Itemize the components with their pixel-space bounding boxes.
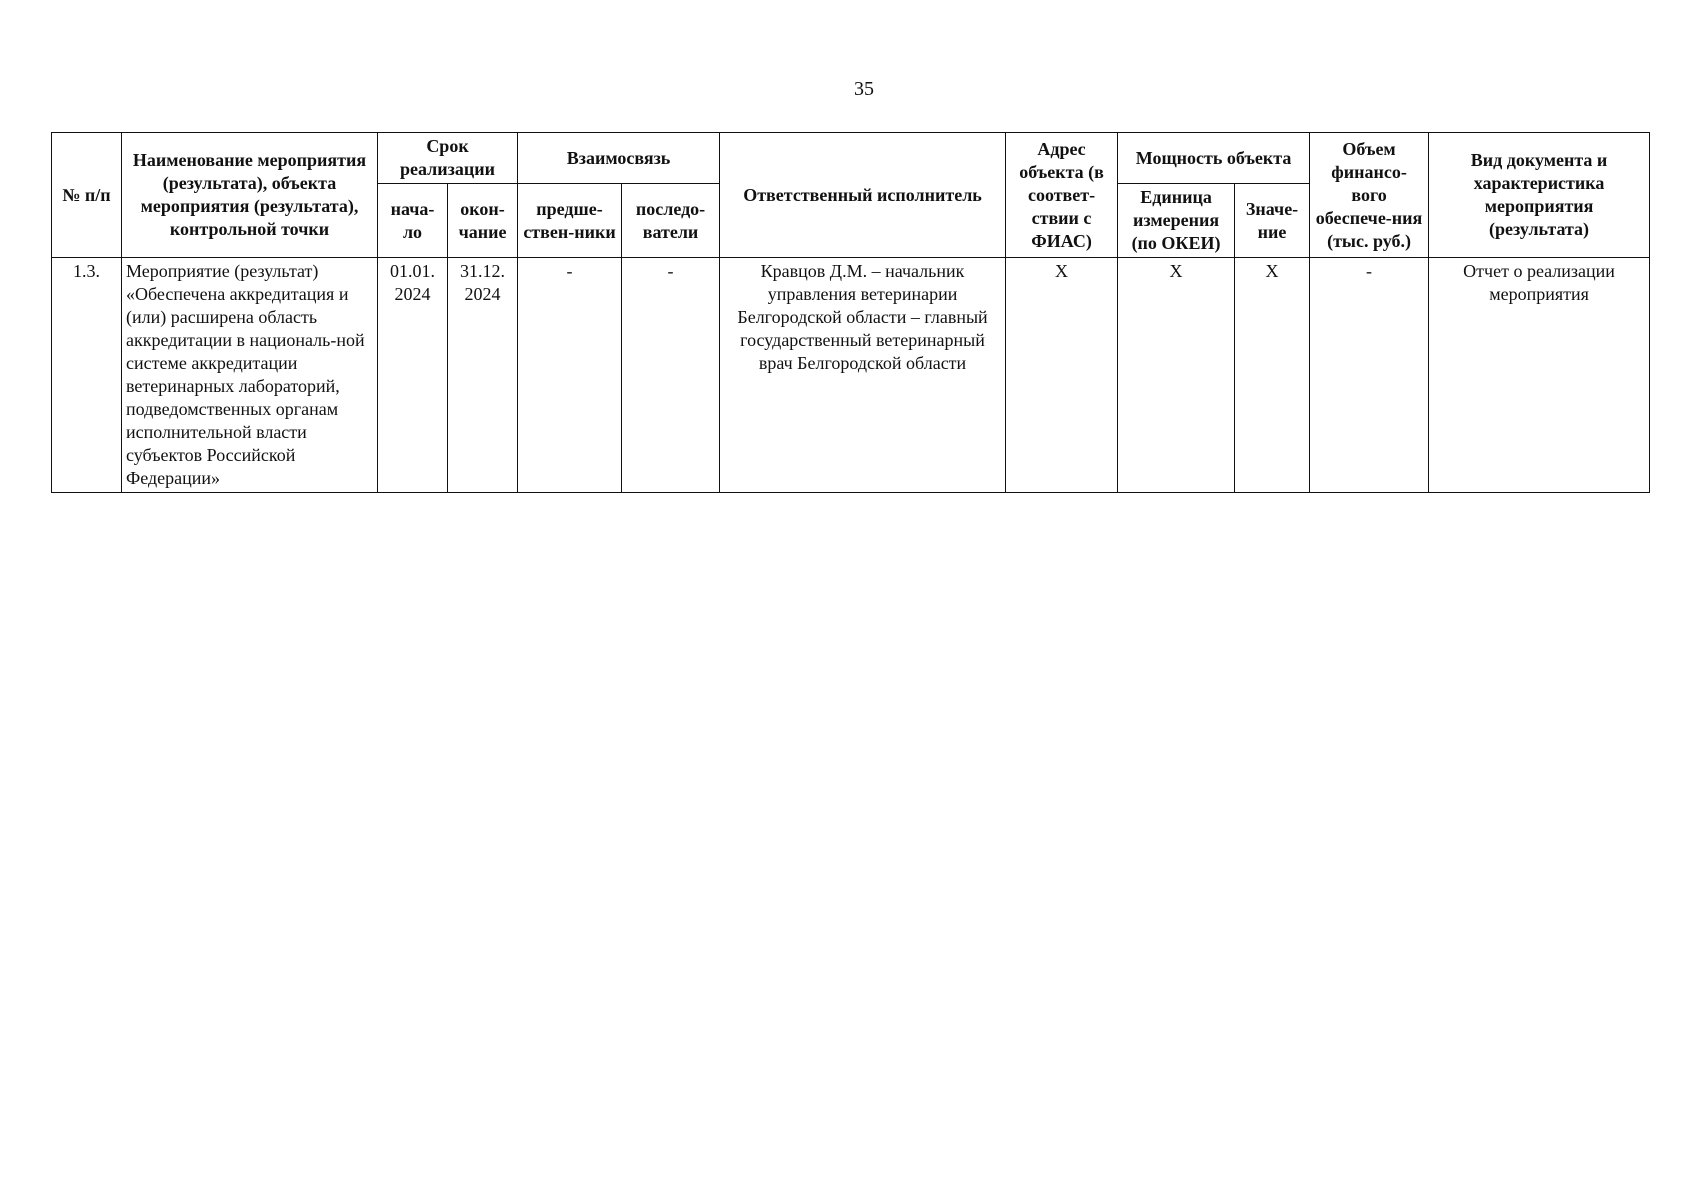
table-row xyxy=(52,258,1650,493)
header-name: Наименование мероприятия (результата), объекта мероприятия (результата), контрольной точки xyxy=(122,133,378,258)
header-capacity-value: Значе-ние xyxy=(1235,184,1310,258)
header-document: Вид документа и характеристика мероприятия (результата) xyxy=(1429,133,1650,258)
header-relation: Взаимосвязь xyxy=(518,133,720,184)
header-term-start: нача-ло xyxy=(378,184,448,258)
cell-executor: Кравцов Д.М. – начальник управления ветеринарии Белгородской области – главный государственный ветеринарный врач Белгородской области xyxy=(720,258,1006,493)
header-relation-next: последо-ватели xyxy=(622,184,720,258)
header-term: Срок реализации xyxy=(378,133,518,184)
header-address: Адрес объекта (в соответ-ствии с ФИАС) xyxy=(1006,133,1118,258)
table-header xyxy=(52,133,1650,258)
cell-document: Отчет о реализации мероприятия xyxy=(1429,258,1650,493)
cell-name: Мероприятие (результат) «Обеспечена аккредитация и (или) расширена область аккредитации в националь-ной системе аккредитации ветеринарных лабораторий, подведомственных органам исполнительной власти субъектов Российской Федерации» xyxy=(122,258,378,493)
cell-start: 01.01. 2024 xyxy=(378,258,448,493)
header-relation-prev: предше-ствен-ники xyxy=(518,184,622,258)
cell-financing: - xyxy=(1310,258,1429,493)
activity-plan-table xyxy=(51,132,1650,493)
cell-value: Х xyxy=(1235,258,1310,493)
cell-unit: Х xyxy=(1118,258,1235,493)
header-capacity: Мощность объекта xyxy=(1118,133,1310,184)
header-executor: Ответственный исполнитель xyxy=(720,133,1006,258)
cell-prev: - xyxy=(518,258,622,493)
page-number: 35 xyxy=(854,78,874,100)
header-num: № п/п xyxy=(52,133,122,258)
cell-num: 1.3. xyxy=(52,258,122,493)
header-term-end: окон-чание xyxy=(448,184,518,258)
header-capacity-unit: Единица измерения (по ОКЕИ) xyxy=(1118,184,1235,258)
cell-end: 31.12. 2024 xyxy=(448,258,518,493)
cell-address: Х xyxy=(1006,258,1118,493)
cell-next: - xyxy=(622,258,720,493)
header-financing: Объем финансо-вого обеспече-ния (тыс. руб.) xyxy=(1310,133,1429,258)
